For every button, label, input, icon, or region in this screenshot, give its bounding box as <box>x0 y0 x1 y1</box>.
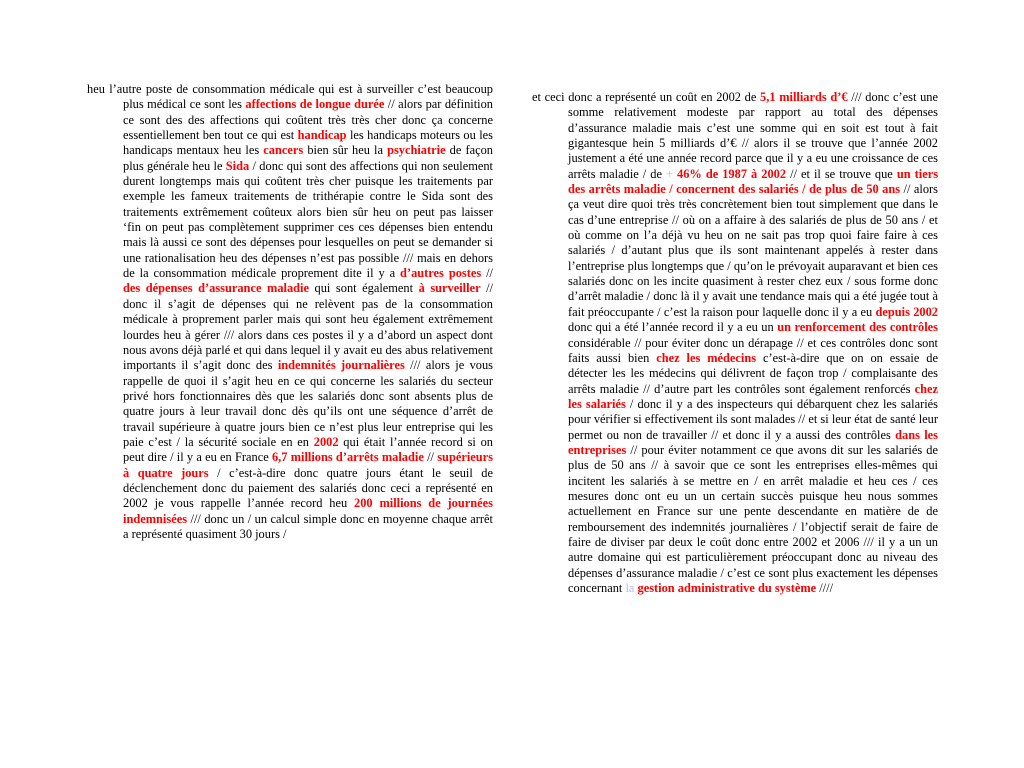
highlighted-keyword: d’autres postes <box>400 266 482 281</box>
transcript-text: c’est-à-dire que on on essaie de détecter les les médecins qui délivrent de façon trop / complaisante des arrêts maladie // d’autre part les contrôles sont également renforcés <box>568 350 938 396</box>
transcript-text: // <box>481 266 493 281</box>
highlighted-keyword: affections de longue durée <box>245 97 385 112</box>
faint-annotation: la <box>625 581 635 595</box>
highlighted-keyword: dans les entreprises <box>568 427 938 457</box>
highlighted-keyword: cancers <box>263 143 304 158</box>
transcript-text: // et il se trouve que <box>786 166 897 181</box>
transcript-text: / donc qui sont des affections qui non seulement durent longtemps mais qui coûtent très cher puisque les traitements par exemple les fameux traitements de trithérapie contre le Sida sont des traitements extrêmement coûteux alors bien sûr heu on peut pas laisser ‘fin on peut pas complètement supprimer ces ces dépenses bien entendu mais là aussi ce sont des dépenses pour lesquelles on peut se demander si une rationalisation heu des dépenses n’est pas possible /// mais en dehors de la consommation médicale proprement dite il y a <box>123 158 493 281</box>
transcript-text: //// <box>816 581 834 595</box>
highlighted-keyword: handicap <box>297 128 347 143</box>
transcript-text: les handicaps moteurs ou les handicaps mentaux heu les <box>123 128 494 158</box>
faint-annotation: + <box>665 166 673 181</box>
highlighted-keyword: 6,7 millions d’arrêts maladie <box>271 450 424 465</box>
highlighted-keyword: indemnités journalières <box>277 358 405 373</box>
transcript-text: donc qui a été l’année record il y a eu un <box>568 320 778 335</box>
transcript-text: /// alors je vous rappelle de quoi il s’agit heu en ce qui concerne les salariés du secteur privé hors fonctionnaires dès que les salariés donc sont absents plus de quatre jours à leur travail donc dès qu’ils ont une séquence d’arrêt de travail supérieure à quatre jours bien ce n’est plus leur entreprise qui les paie c’est / la sécurité sociale en en <box>123 358 493 449</box>
highlighted-keyword: depuis 2002 <box>875 304 938 319</box>
transcript-text: heu l’autre poste de consommation médicale qui est à surveiller c’est beaucoup plus médical ce sont les <box>87 82 493 112</box>
transcript-text: de façon plus générale heu le <box>123 143 494 173</box>
highlighted-keyword: psychiatrie <box>387 143 446 158</box>
highlighted-keyword: 2002 <box>313 434 339 449</box>
highlighted-keyword: un tiers des arrêts maladie / concernent des salariés / de plus de 50 ans <box>568 166 939 197</box>
transcript-column-left <box>87 82 493 542</box>
transcript-text: / donc il y a des inspecteurs qui débarquent chez les salariés pour vérifier si effectivement ils sont malades // et si leur état de santé leur permet ou non de travailler // et donc il y a aussi des contrôles <box>568 396 938 442</box>
highlighted-keyword: chez les médecins <box>656 350 757 365</box>
highlighted-keyword: gestion administrative du système <box>637 581 817 595</box>
highlighted-keyword: Sida <box>225 158 250 173</box>
highlighted-keyword: un renforcement des contrôles <box>777 320 939 335</box>
highlighted-keyword: 5,1 milliards d’€ <box>760 90 848 104</box>
transcript-text: // pour éviter notamment ce que avons dit sur les salariés de plus de 50 ans // à savoir que ce sont les entreprises elles-mêmes qui incitent les salariés à se mettre en / en arrêt maladie et heu ces / ces mesures donc ont eu un un certain succès puisque heu nous sommes actuellement en France sur une pente descendante en matière de de remboursement des indemnités journalières / l’objectif serait de faire de faire de diviser par deux le coût donc entre 2002 et 2006 /// il y a un un autre domaine qui est particulièrement préoccupant donc au niveau des dépenses d’assurance maladie / c’est ce sont plus exactement les dépenses concernant <box>568 442 938 595</box>
transcript-column-right <box>532 90 938 596</box>
transcript-text: qui sont également <box>309 281 419 296</box>
transcript-text: /// donc c’est une somme relativement modeste par rapport au total des dépenses d’assurance maladie mais c’est une somme qui en soit est tout à fait gigantesque hein 5 milliards d’€ // alors il se trouve que l’année 2002 justement a été une année record parce que il y a eu une croissance de ces arrêts maladie / de <box>568 90 938 181</box>
transcript-text: /// donc un / un calcul simple donc en moyenne chaque arrêt a représenté quasiment 30 jours / <box>123 511 493 541</box>
transcript-text: qui était l’année record si on peut dire / il y a eu en France <box>123 434 493 465</box>
transcript-text: considérable // pour éviter donc un dérapage // et ces contrôles donc sont faits aussi bien <box>568 335 938 365</box>
transcript-text: // alors par définition ce sont des des affections qui coûtent très très cher donc ça concerne essentiellement ben tout ce qui est <box>123 97 493 143</box>
transcript-text: / c’est-à-dire donc quatre jours étant le seuil de déclenchement donc du paiement des salariés donc ceci a représenté en 2002 je vous rappelle l’année record heu <box>123 465 493 511</box>
transcript-text: bien sûr heu la <box>303 143 388 158</box>
transcript-text: // alors ça veut dire quoi très très concrètement bien tout simplement que dans le cas d’une entreprise // où on a affaire à des salariés de plus de 50 ans / et où comme on l’a déjà vu heu on ne sait pas trop quoi faire faire à ces salariés / d’autant plus que ils sont maintenant appelés à rester dans l’entreprise plus longtemps que / qu’on le prévoyait auparavant et bien ces salariés donc on les incite quasiment à rester chez eux / sous forme donc d’arrêt maladie / donc là il y avait une tendance mais qui a été jugée tout à fait préoccupante / c’est la raison pour laquelle donc il y a eu <box>568 182 938 319</box>
highlighted-keyword: des dépenses d’assurance maladie <box>123 281 309 296</box>
highlighted-keyword: chez les salariés <box>568 381 938 411</box>
transcript-text: et ceci donc a représenté un coût en 2002 de <box>532 90 761 104</box>
highlighted-keyword: 200 millions de journées indemnisées <box>123 496 493 526</box>
highlighted-keyword: supérieurs à quatre jours <box>123 450 493 480</box>
transcript-text: // donc il s’agit de dépenses qui ne relèvent pas de la consommation médicale à proprement parler mais qui sont heu également extrêmement lourdes heu à gérer /// alors dans ces postes il y a d’abord un aspect dont nous avons déjà parlé et qui dans lequel il y avait eu des abus relativement importants il s’agit donc des <box>123 281 494 373</box>
transcript-text: // <box>423 450 438 465</box>
highlighted-keyword: à surveiller <box>418 281 481 296</box>
highlighted-keyword: 46% de 1987 à 2002 <box>672 166 787 181</box>
